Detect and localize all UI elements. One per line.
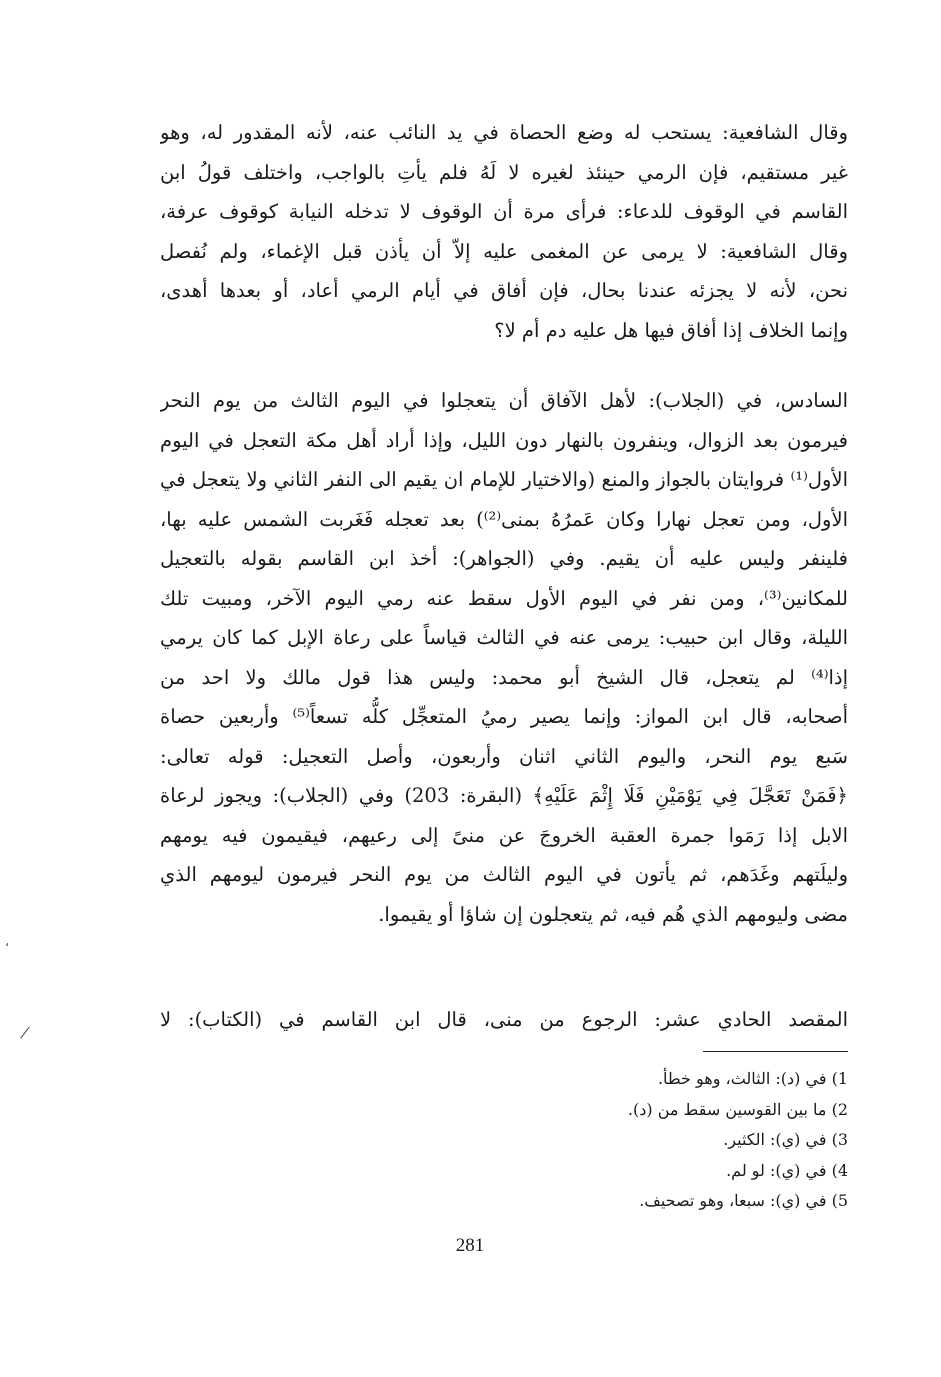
- footnote: 4) في (ي): لو لم.: [726, 1160, 848, 1180]
- text-line: الأول⁽¹⁾ فروايتان بالجواز والمنع (والاختيار للإمام ان يقيم الى النفر الثاني ولا يتعجل في: [160, 468, 848, 491]
- text-line: وإنما الخلاف إذا أفاق فيها هل عليه دم أم لا؟: [494, 318, 848, 342]
- text-line: السادس، في (الجلاب): لأهل الآفاق أن يتعجلوا في اليوم الثالث من يوم النحر: [160, 389, 848, 412]
- footnote: 2) ما بين القوسين سقط من (د).: [627, 1099, 848, 1119]
- text-line: الليلة، وقال ابن حبيب: يرمى عنه في الثالث قياساً على رعاة الإبل كما كان يرمي: [160, 626, 848, 649]
- page-number: 281: [455, 1235, 485, 1256]
- quran-verse-line: ﴿فَمَنْ تَعَجَّلَ فِي يَوْمَيْنِ فَلَا إِثْمَ عَلَيْهِ﴾ (البقرة: 203) وفي (الجلاب): ويجوز لرعاة: [160, 784, 848, 807]
- text-line: فيرمون بعد الزوال، وينفرون بالنهار دون الليل، وإذا أراد أهل مكة التعجل في اليوم: [160, 428, 848, 452]
- text-line: الأول، ومن تعجل نهارا وكان عَمرُهُ بمنى⁽²⁾) بعد تعجله فَغَربت الشمس عليه بها،: [160, 507, 848, 531]
- text-line: للمكانين⁽³⁾، ومن نفر في اليوم الأول سقط عنه رمي اليوم الآخر، ومبيت تلك: [160, 586, 848, 610]
- text-line: وقال الشافعية: يستحب له وضع الحصاة في يد النائب عنه، لأنه المقدور له، وهو: [160, 121, 848, 144]
- footnote: 5) في (ي): سبعا، وهو تصحيف.: [639, 1191, 848, 1210]
- text-line: سَبع يوم النحر، واليوم الثاني اثنان وأربعون، وأصل التعجيل: قوله تعالى:: [160, 744, 848, 768]
- text-line: القاسم في الوقوف للدعاء: فرأى مرة أن الوقوف لا تدخله النيابة كوقوف عرفة،: [160, 200, 848, 223]
- text-line: الابل إذا رَمَوا جمرة العقبة الخروجَ عن منىً إلى رعيهم، فيقيمون فيه يومهم: [160, 823, 848, 847]
- footnote: 3) في (ي): الكثير.: [723, 1130, 848, 1149]
- section-heading-line: المقصد الحادي عشر: الرجوع من منى، قال ابن القاسم في (الكتاب): لا: [160, 1008, 848, 1031]
- margin-mark: /: [18, 1021, 31, 1045]
- text-line: وقال الشافعية: لا يرمى عن المغمى عليه إلاّ أن يأذن قبل الإغماء، ولم نُفصل: [160, 239, 848, 263]
- footnote: 1) في (د): الثالث، وهو خطأ.: [657, 1069, 848, 1088]
- footnotes: [548, 1064, 848, 1217]
- text-line: وليلَتهم وغَدَهم، ثم يأتون في اليوم الثالث من يوم النحر فيرمون ليومهم الذي: [160, 863, 848, 886]
- text-line: أصحابه، قال ابن المواز: وإنما يصير رميُ المتعجِّل كلُّه تسعاً⁽⁵⁾ وأربعين حصاة: [160, 705, 848, 728]
- paragraph-1: [160, 113, 848, 350]
- footnote-separator: [703, 1051, 848, 1052]
- text-line: فلينفر وليس عليه أن يقيم. وفي (الجواهر): أخذ ابن القاسم بقوله بالتعجيل: [160, 547, 848, 570]
- text-line: نحن، لأنه لا يجزئه عندنا بحال، فإن أفاق في أيام الرمي أعاد، أو بعدها أهدى،: [160, 279, 848, 302]
- margin-mark: ،: [5, 935, 9, 949]
- paragraph-2: [160, 381, 848, 934]
- text-line: مضى وليومهم الذي هُم فيه، ثم يتعجلون إن شاؤا أو يقيموا.: [378, 902, 848, 926]
- text-line: غير مستقيم، فإن الرمي حينئذ لغيره لا لَهُ فلم يأتِ بالواجب، واختلف قولُ ابن: [160, 160, 848, 184]
- text-line: إذا⁽⁴⁾ لم يتعجل، قال الشيخ أبو محمد: وليس هذا قول مالك ولا احد من: [160, 665, 848, 689]
- paragraph-3: [160, 1000, 848, 1040]
